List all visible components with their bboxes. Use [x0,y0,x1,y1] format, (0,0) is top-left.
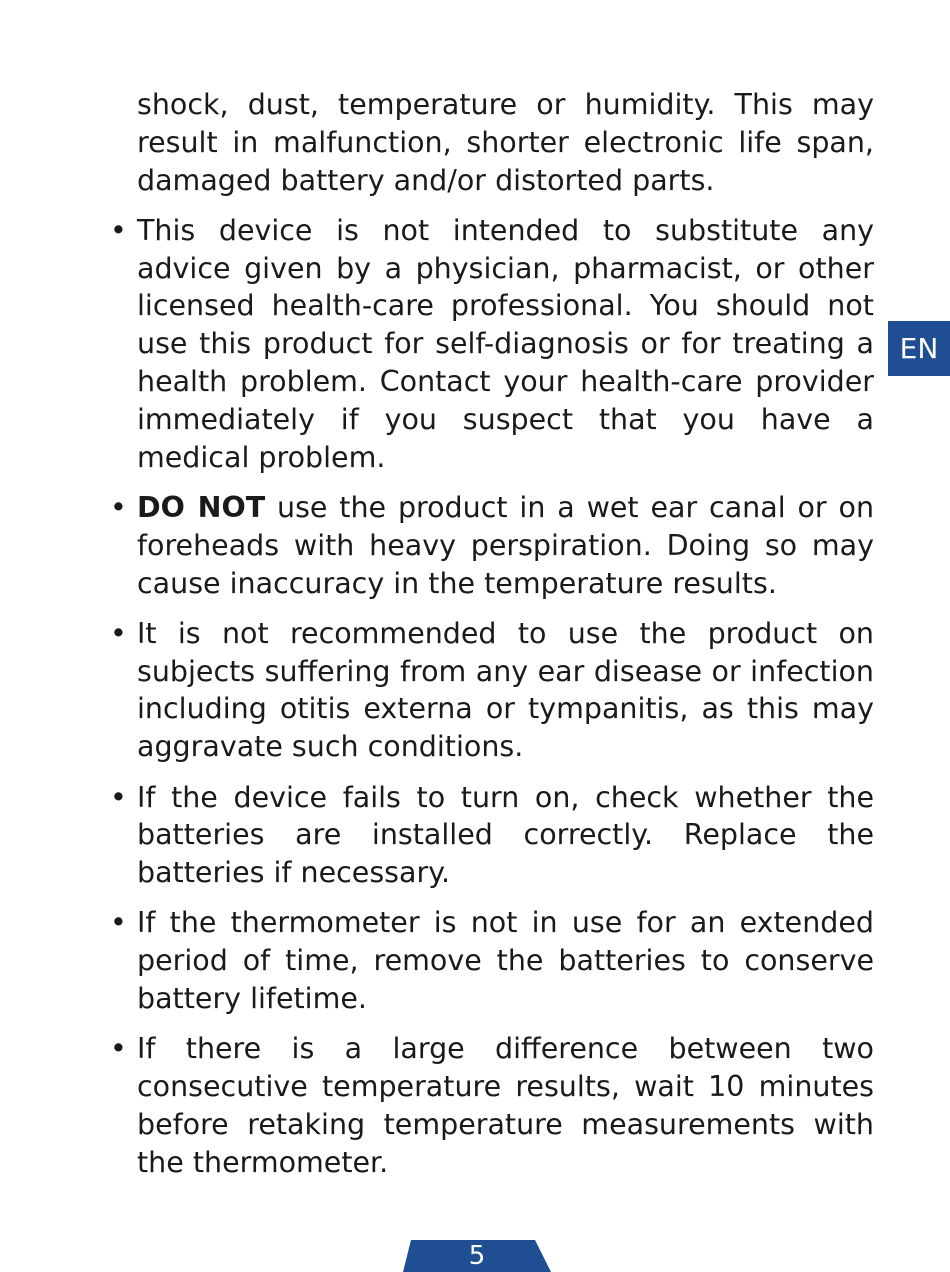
language-tab-label: EN [899,332,939,365]
bullet-icon: • [110,616,127,650]
list-item [110,489,875,602]
item-text: This device is not intended to substitute any advice given by a physician, pharmacist, or other licensed health-care professional. You should not use this product for self-diagnosis or for treating a health problem. Contact your health-care provider immediately if you suspect that you have a medical problem. [137,213,874,474]
list-item [110,904,874,1017]
bullet-icon: • [110,780,127,814]
list-item [110,615,874,766]
list-item [110,1030,874,1181]
item-text: If there is a large difference between two consecutive temperature results, wait 10 minutes before retaking temperature measurements with the thermometer. [137,1032,874,1179]
bullet-icon: • [110,1032,127,1066]
bullet-icon: • [110,906,127,940]
continued-paragraph: shock, dust, temperature or humidity. This may result in malfunction, shorter electronic life span, damaged battery and/or distorted parts. [137,88,874,197]
page-number-tab [403,1240,551,1272]
bullet-icon: • [110,490,127,524]
page-number: 5 [468,1241,486,1271]
item-text: If the device fails to turn on, check whether the batteries are installed correctly. Replace the batteries if necessary. [137,780,874,890]
safety-list [110,212,875,1182]
bullet-icon: • [110,213,127,247]
language-tab [888,321,950,376]
list-item [110,779,874,892]
item-text: It is not recommended to use the product on subjects suffering from any ear disease or infection including otitis externa or tympanitis, as this may aggravate such conditions. [137,616,874,764]
item-text: If the thermometer is not in use for an extended period of time, remove the batteries to conserve battery lifetime. [137,906,874,1016]
list-item [110,212,874,477]
item-text: use the product in a wet ear canal or on foreheads with heavy perspiration. Doing so may cause inaccuracy in the temperature results. [137,490,875,600]
item-emphasis: DO NOT [137,490,266,524]
page-body [110,86,875,1194]
